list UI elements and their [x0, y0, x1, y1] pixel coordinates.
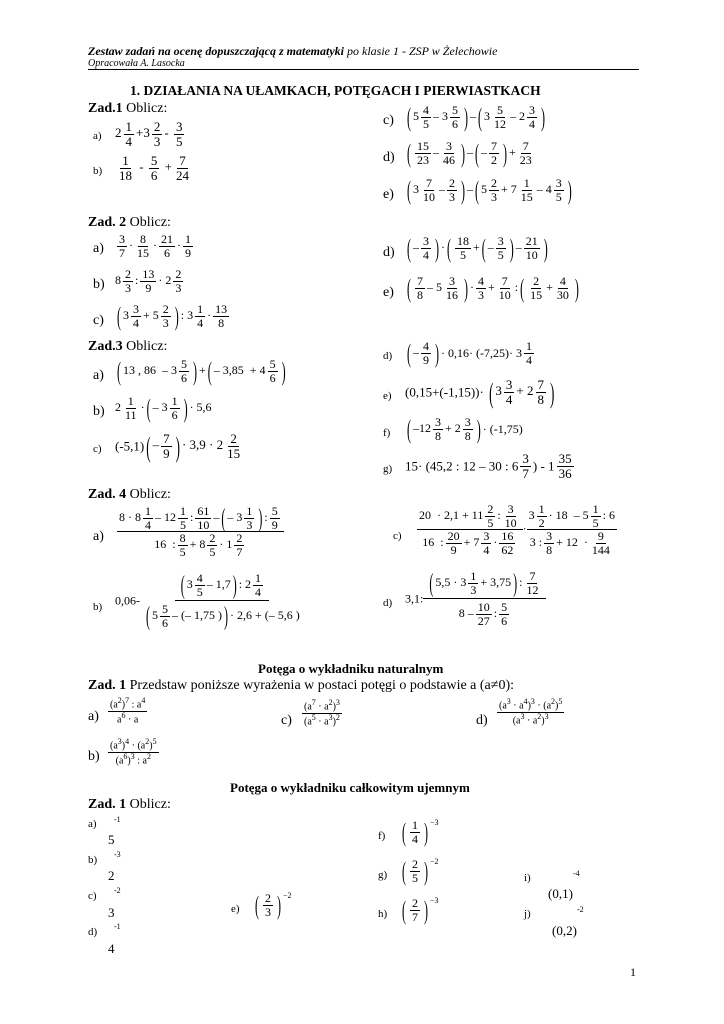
math-expression: $\frac{(a^3)^4 \cdot (a^2)^5}{(a^6)^3 : a^2}$ [110, 737, 157, 767]
item-label: d) [383, 245, 395, 260]
item-label: h) [378, 908, 388, 920]
math-expression: 2 $\frac{1}{11}$ · ( – 3 $\frac{1}{6}$ ) · 5,6 [115, 392, 212, 424]
section-title: Potęga o wykładniku naturalnym [258, 661, 444, 676]
math-expression: ( –12 $\frac{3}{8}$ + 2 $\frac{3}{8}$ ) · (-1,75) [407, 413, 523, 445]
math-expression: (0,15+(-1,15))· ( 3 $\frac{3}{4}$ + 2 $\frac{7}{8}$ ) [405, 375, 555, 409]
item-label: b) [88, 854, 98, 866]
item-label: f) [378, 830, 386, 842]
header-rule [88, 69, 639, 70]
item-label: e) [383, 285, 394, 300]
page-number: 1 [630, 965, 636, 979]
item-label: b) [93, 404, 105, 419]
exponent: -4 [573, 869, 580, 878]
item-label: g) [383, 463, 393, 475]
item-label: d) [88, 926, 98, 938]
item-label: a) [93, 130, 102, 142]
item-label: a) [88, 818, 97, 830]
exponent: -3 [114, 850, 121, 859]
task-heading: Zad. 2 Oblicz: [88, 215, 171, 230]
item-label: d) [383, 350, 393, 362]
task-heading: Zad. 4 Oblicz: [88, 487, 171, 502]
item-label: c) [383, 113, 394, 128]
exponent: -1 [114, 815, 121, 824]
item-label: e) [383, 187, 394, 202]
item-label: i) [524, 872, 531, 884]
math-expression: ( $\frac{2}{5}$ ) $^{-2}$ [402, 855, 439, 887]
math-expression: 8 · 8 $\frac{1}{4}$ – 12 $\frac{1}{5}$ : $\frac{61}{10}$ – ( – 3 $\frac{1}{3}$ ) : $\frac{5}{9}$ 16 : $\frac{8}{5}$ + 8 $\frac{2}{5}$ · 1 $\frac{2}{7}$ [117, 505, 284, 558]
item-label: c) [88, 890, 97, 902]
math-expression: 2 $\frac{1}{4}$ +3 $\frac{2}{3}$ - $\frac{3}{5}$ [115, 119, 183, 149]
base: 5 [108, 832, 115, 847]
item-label: j) [524, 908, 531, 920]
task-heading: Zad.3 Oblicz: [88, 339, 168, 354]
math-expression: ( $\frac{2}{7}$ ) $^{-3}$ [402, 894, 439, 926]
item-label: a) [88, 709, 99, 724]
math-expression: ( 3 $\frac{7}{10}$ – $\frac{2}{3}$ ) – ( 5 $\frac{2}{3}$ + 7 $\frac{1}{15}$ – 4 $\frac{3}{5}$ ) [407, 174, 572, 206]
exponent: -2 [114, 886, 121, 895]
header-author: Opracowała A. Lasocka [88, 58, 185, 69]
math-expression: ( 5 $\frac{4}{5}$ – 3 $\frac{5}{6}$ ) – ( 3 $\frac{5}{12}$ – 2 $\frac{3}{4}$ ) [407, 101, 545, 133]
math-expression: $\frac{1}{18}$ - $\frac{5}{6}$ + $\frac{7}{24}$ [119, 153, 189, 183]
math-expression: ( $\frac{1}{4}$ ) $^{-3}$ [402, 816, 439, 848]
item-label: a) [93, 241, 104, 256]
math-expression: ( $\frac{7}{8}$ – 5 $\frac{3}{16}$ ) · $\frac{4}{3}$ + $\frac{7}{10}$ : ( $\frac{2}{15}$ + $\frac{4}{30}$ ) [407, 272, 579, 304]
item-label: f) [383, 427, 391, 439]
math-expression: ( – $\frac{3}{4}$ ) · ( $\frac{18}{5}$ + ( – $\frac{3}{5}$ ) – $\frac{21}{10}$ ) [407, 232, 548, 264]
task-heading: Zad. 1 Oblicz: [88, 797, 171, 812]
math-expression: ( – $\frac{4}{9}$ ) · 0,16· (-7,25)· 3 $\frac{1}{4}$ [407, 337, 532, 369]
item-label: c) [393, 530, 402, 542]
base: 3 [108, 905, 115, 920]
item-label: b) [88, 749, 100, 764]
math-expression: (-5,1) ( – $\frac{7}{9}$ ) · 3,9 · 2 $\frac{2}{15}$ [115, 429, 241, 463]
math-expression: $\frac{(a^7 \cdot a^2)^3}{(a^5 \cdot a^3)^2}$ [304, 698, 340, 728]
item-label: c) [93, 443, 102, 455]
math-expression: ( $\frac{15}{23}$ – $\frac{3}{46}$ ) – ( – $\frac{7}{2}$ ) + $\frac{7}{23}$ [407, 137, 532, 169]
base: 4 [108, 941, 115, 956]
math-expression: $\frac{(a^2)^7 : a^4}{a^6 \cdot a}$ [110, 696, 146, 726]
math-expression: 15· (45,2 : 12 – 30 : 6 $\frac{3}{7}$ ) - 1 $\frac{35}{36}$ [405, 451, 572, 481]
base: (0,2) [552, 923, 577, 938]
item-label: c) [281, 713, 292, 728]
item-label: d) [383, 150, 395, 165]
item-label: c) [93, 313, 104, 328]
item-label: b) [93, 277, 105, 292]
math-expression: ( 3 $\frac{3}{4}$ + 5 $\frac{2}{3}$ ) : 3 $\frac{1}{4}$ · $\frac{13}{8}$ [117, 300, 228, 332]
math-expression: 20 · 2,1 + 11 $\frac{2}{5}$ : $\frac{3}{10}$ 16 : $\frac{20}{9}$ + 7 $\frac{3}{4}$ · $\frac{16}{62}$ · 3 $\frac{1}{2}$ · 18 – 5 $\frac{1}{5}$ : 6 3 : $\frac{3}{8}$ + 12 · $\frac{9}{144}$ [419, 502, 616, 557]
section-title: Potęga o wykładniku całkowitym ujemnym [230, 780, 470, 795]
item-label: g) [378, 869, 388, 881]
item-label: b) [93, 601, 103, 613]
item-label: a) [93, 529, 104, 544]
math-expression: ( $\frac{2}{3}$ ) $^{-2}$ [255, 889, 292, 921]
header-title: Zestaw zadań na ocenę dopuszczającą z matematyki po klasie 1 - ZSP w Żelechowie [88, 44, 498, 58]
base: (0,1) [548, 886, 573, 901]
item-label: e) [231, 903, 240, 915]
math-expression: 8 $\frac{2}{3}$ : $\frac{13}{9}$ · 2 $\frac{2}{3}$ [115, 267, 182, 295]
item-label: d) [476, 713, 488, 728]
base: 2 [108, 868, 115, 883]
math-expression: $\frac{(a^3 \cdot a^4)^3 \cdot (a^2)^5}{(a^3 \cdot a^2)^3}$ [499, 697, 563, 727]
math-expression: $\frac{3}{7}$ · $\frac{8}{15}$ · $\frac{21}{6}$ · $\frac{1}{9}$ [119, 232, 191, 260]
item-label: a) [93, 368, 104, 383]
item-label: b) [93, 165, 103, 177]
math-expression: ( 13 , 86 – 3 $\frac{5}{6}$ ) + ( – 3,85 + 4 $\frac{5}{6}$ ) [117, 355, 286, 387]
item-label: e) [383, 390, 392, 402]
section-title: 1. DZIAŁANIA NA UŁAMKACH, POTĘGACH I PIERWIASTKACH [130, 83, 541, 98]
exponent: -2 [577, 905, 584, 914]
task-heading: Zad.1 Oblicz: [88, 101, 168, 116]
item-label: d) [383, 597, 393, 609]
task-heading: Zad. 1 Przedstaw poniższe wyrażenia w postaci potęgi o podstawie a (a≠0): [88, 678, 515, 693]
math-expression: 0,06- ( 3 $\frac{4}{5}$ – 1,7 ) : 2 $\frac{1}{4}$ ( 5 $\frac{5}{6}$ – (– 1,75 ) ) · 2,6 + (– 5,6 ) [115, 569, 300, 632]
math-expression: 3,1: ( 5,5 · 3 $\frac{1}{3}$ + 3,75 ) : $\frac{7}{12}$ 8 – $\frac{10}{27}$ : $\frac{5}{6}$ [405, 568, 546, 629]
exponent: -1 [114, 922, 121, 931]
